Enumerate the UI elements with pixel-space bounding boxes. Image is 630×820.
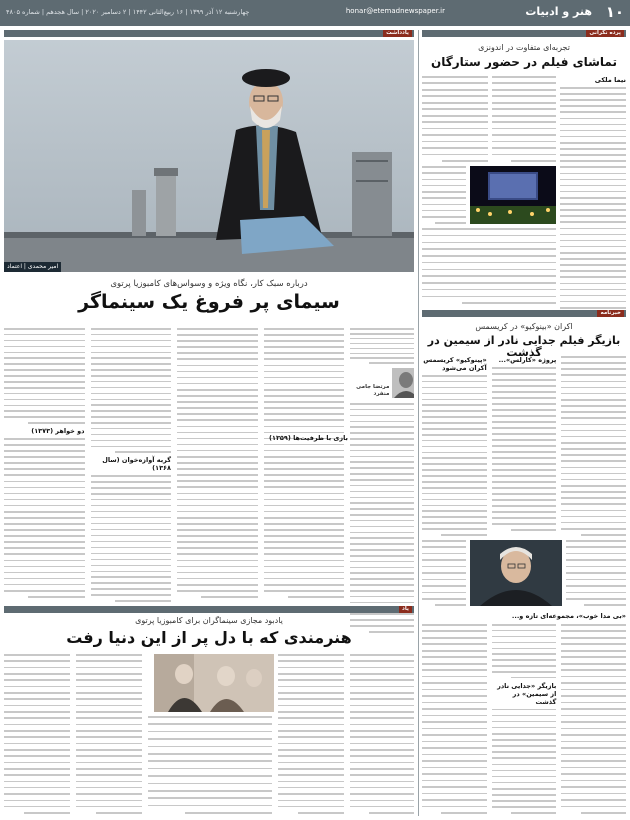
lead-kicker: درباره سبک کار، نگاه ویژه و وسواس‌های کامبوزیا پرتوی	[110, 279, 308, 289]
mid-right-title: بازیگر فیلم جدایی نادر از سیمین در گذشت	[427, 334, 621, 360]
author-name: مرتضا جامی منفرد	[356, 384, 390, 397]
portrait-illustration	[4, 40, 414, 272]
page-number: ۱۰	[605, 3, 624, 21]
masthead	[0, 0, 630, 26]
top-right-byline: نیما ملکی	[594, 76, 626, 84]
mid-right-kicker: اکران «بینوکیو» در کریسمس	[475, 322, 573, 331]
section-title: هنر و ادبیات	[525, 5, 592, 18]
lead-subhead: بازی با ظرفیت‌ها (۱۳۵۹)	[269, 434, 348, 442]
strip-label: پرده نگرانی	[586, 30, 624, 37]
section-email: honar@etemadnewspaper.ir	[345, 7, 445, 15]
bottom-kicker: یادبود مجازی سینماگران برای کامبوزیا پرتوی	[135, 616, 283, 625]
lead-subhead: دو خواهر (۱۳۷۳)	[31, 427, 85, 435]
bottom-right-subhead: بازیگر «جدایی نادر از سیمین» در گذشت	[497, 681, 557, 706]
author-avatar	[392, 368, 414, 398]
lead-photo	[4, 40, 414, 272]
author-box	[350, 328, 414, 633]
lead-body	[4, 328, 344, 602]
strip-label: یادداشت	[383, 30, 412, 37]
section-strip	[4, 30, 414, 37]
strip-label: یاد	[399, 606, 412, 613]
mid-right-subhead: «پینوکیو» کریسمس آکران می‌شود	[423, 356, 487, 372]
bottom-title: هنرمندی که با دل پر از این دنیا رفت	[66, 628, 352, 647]
mid-right-subhead: پروژه «کارلس»...	[498, 356, 557, 364]
mid-right-subhead: «بی مدا خوب»، مجموعه‌ای تازه و...	[511, 612, 626, 620]
cinema-illustration	[470, 166, 556, 224]
column-divider	[418, 30, 419, 816]
section-strip	[422, 30, 626, 37]
section-strip	[422, 310, 626, 317]
lead-subhead: گربه آوازه‌خوان (سال ۱۳۶۸)	[102, 456, 171, 473]
open-air-cinema-photo	[470, 166, 556, 224]
date-line: چهارشنبه ۱۲ آذر ۱۳۹۹ | ۱۶ ربیع‌الثانی ۱۴۴۲ | ۲ دسامبر ۲۰۲۰ | سال هجدهم | شماره ۴۸۰۵	[6, 8, 250, 16]
lead-title: سیمای پر فروغ یک سینماگر	[78, 291, 340, 313]
top-right-title: تماشای فیلم در حضور ستارگان	[431, 55, 617, 69]
section-strip	[4, 606, 414, 613]
bottom-body	[4, 654, 414, 814]
actor-photo	[470, 540, 562, 606]
photo-credit: امیر محمدی | اعتماد	[4, 262, 61, 272]
top-right-kicker: تجربه‌ای متفاوت در اندونزی	[478, 43, 570, 52]
actor-illustration	[470, 540, 562, 606]
strip-label: خبرنامه	[597, 310, 624, 317]
